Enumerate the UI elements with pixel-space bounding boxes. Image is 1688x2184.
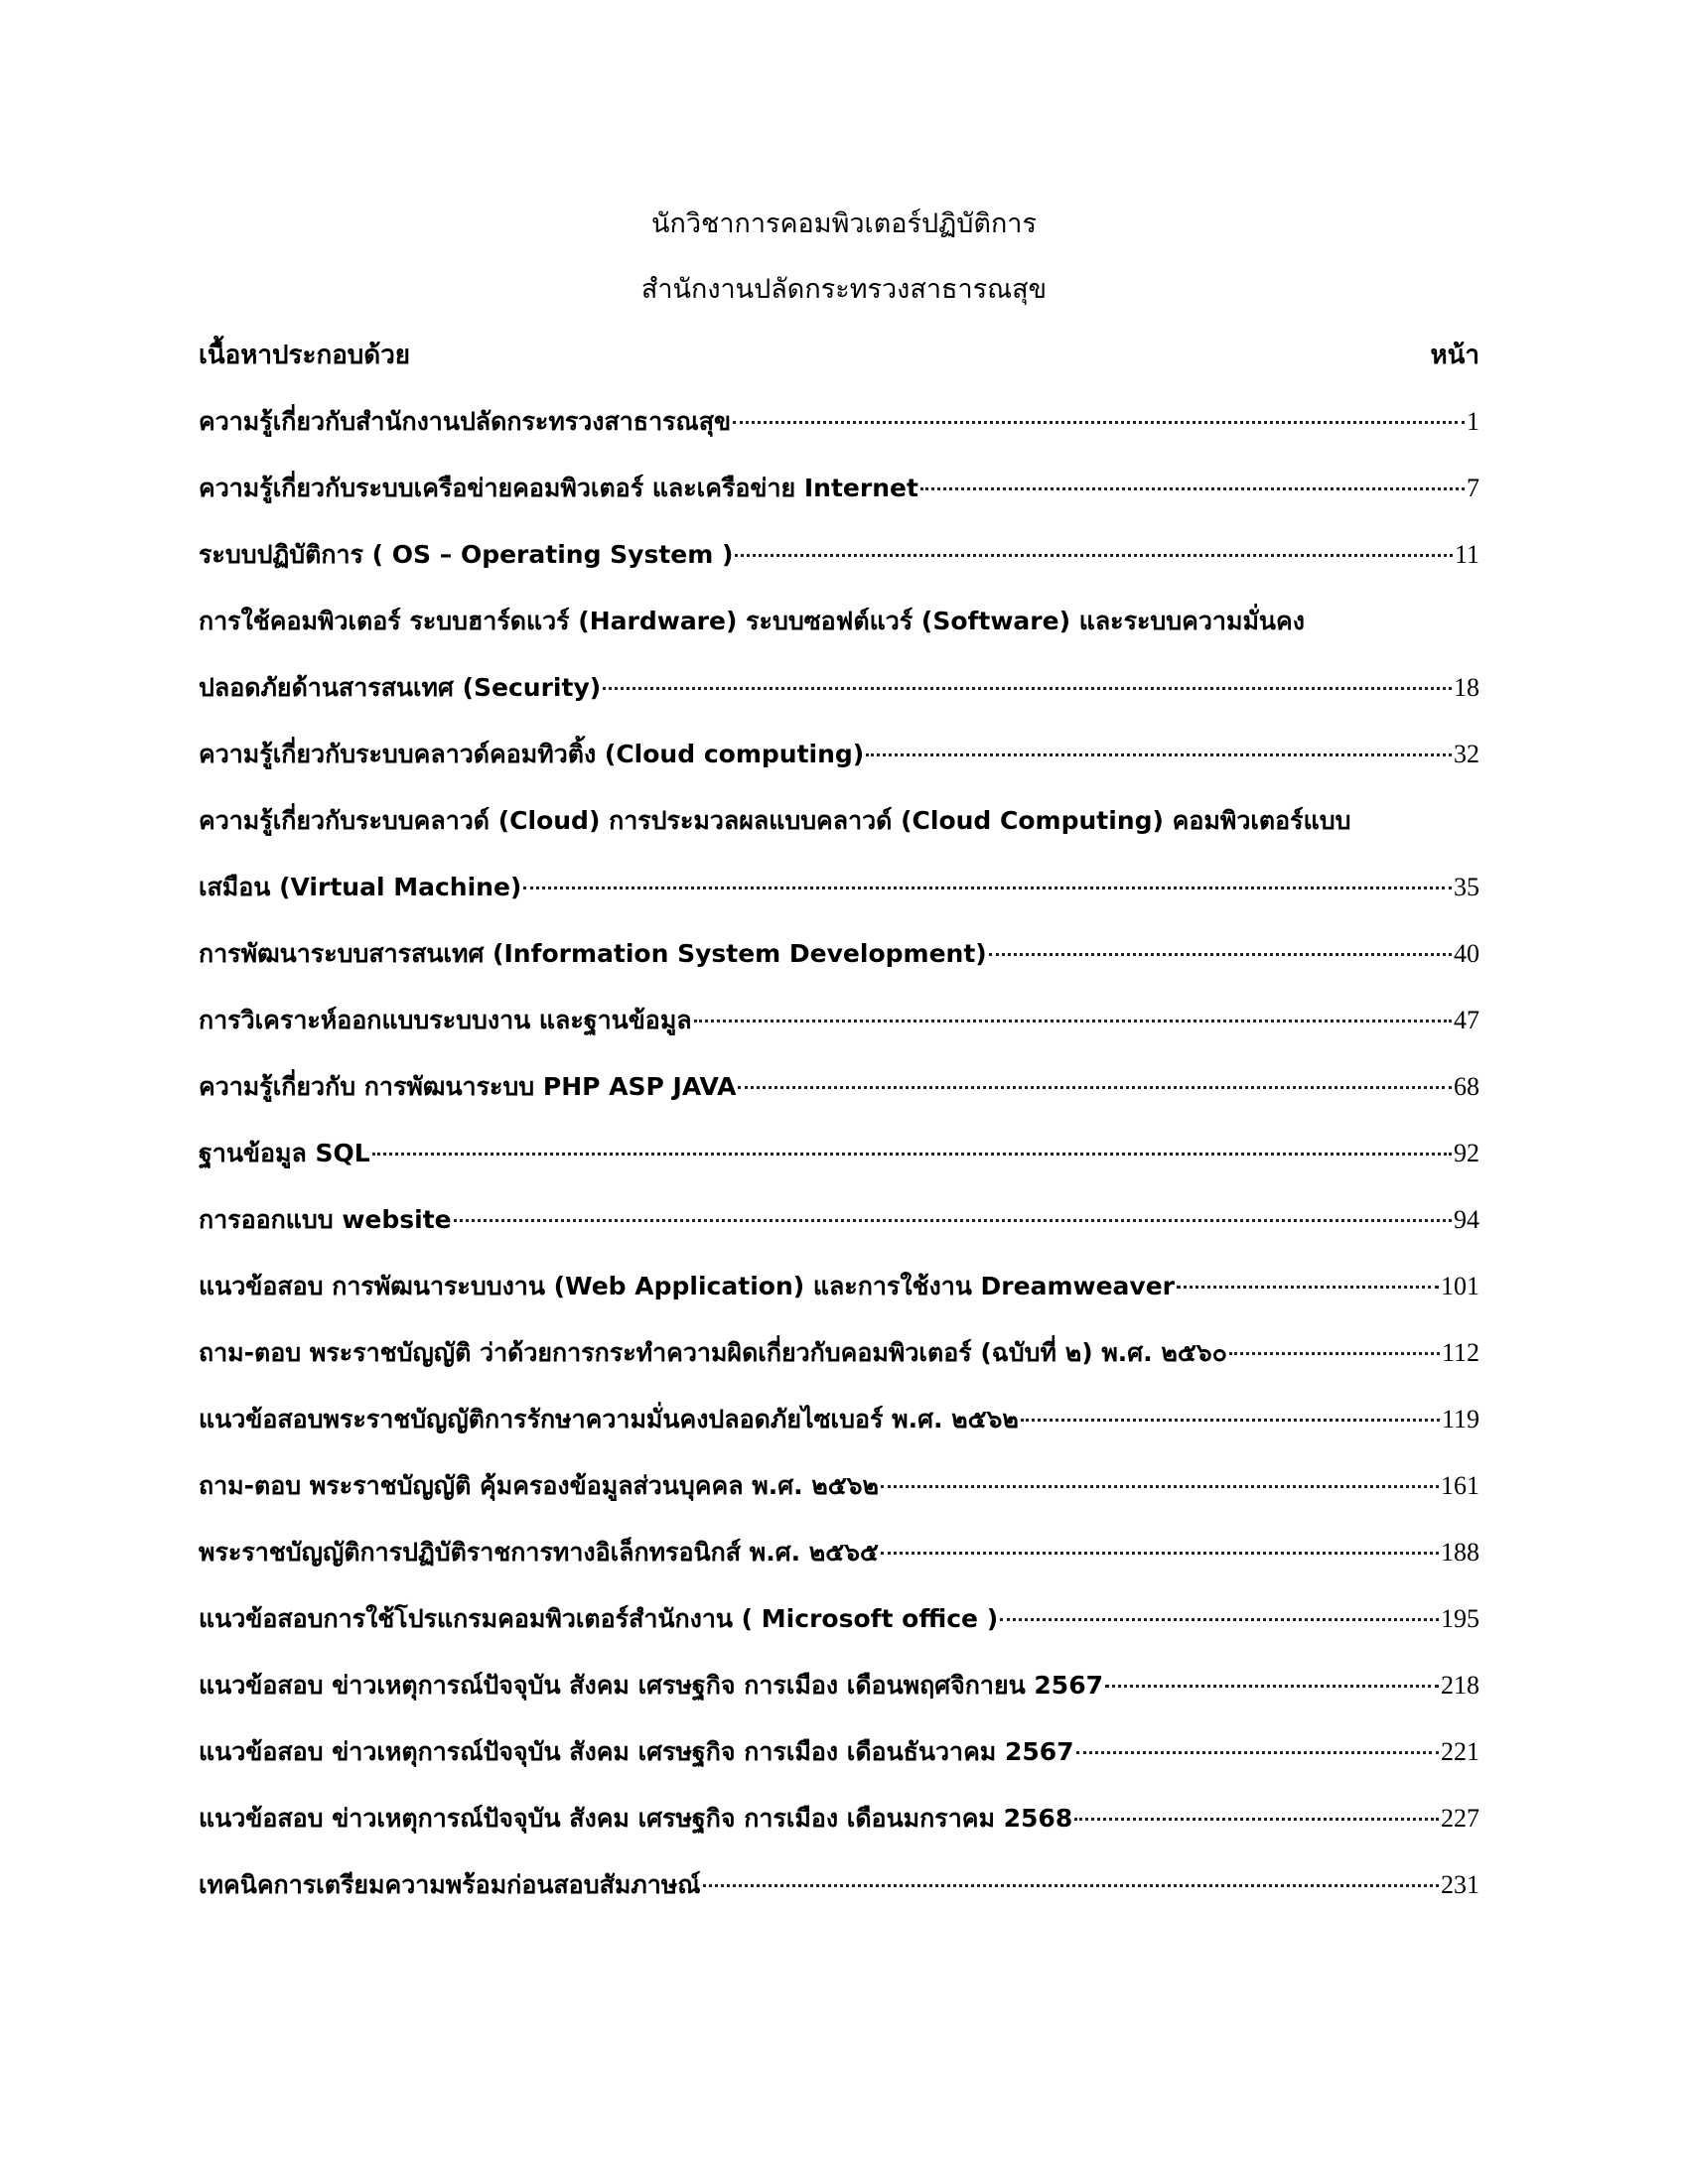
toc-entry-label-line-1: การใช้คอมพิวเตอร์ ระบบฮาร์ดแวร์ (Hardware) ระบบซอฟต์แวร์ (Software) และระบบความมั่นคง [199,607,1305,635]
toc-entry-first-line[interactable] [199,602,1479,668]
toc-entry[interactable] [199,1799,1479,1865]
dot-leader [372,1153,1452,1156]
toc-entry-label: ความรู้เกี่ยวกับ การพัฒนาระบบ PHP ASP JAVA [199,1072,737,1101]
toc-entry[interactable] [199,535,1479,602]
toc-entry[interactable] [199,402,1479,469]
toc-entry[interactable] [199,1067,1479,1134]
toc-entry[interactable] [199,1666,1479,1732]
toc-entry-page: 35 [1454,873,1479,901]
toc-entry[interactable] [199,868,1479,934]
toc-entry[interactable] [199,1267,1479,1333]
toc-entry-page: 195 [1441,1604,1479,1633]
toc-entry-label: การวิเคราะห์ออกแบบระบบงาน และฐานข้อมูล [199,1006,692,1034]
toc-entry-label: ความรู้เกี่ยวกับสำนักงานปลัดกระทรวงสาธารณสุข [199,407,732,436]
dot-leader [1105,1685,1439,1688]
toc-entry[interactable] [199,1134,1479,1200]
toc-entry-page: 47 [1454,1006,1479,1034]
toc-entry[interactable] [199,735,1479,801]
dot-leader [1177,1286,1439,1289]
toc-entry-page: 119 [1441,1405,1479,1433]
toc-entry-page: 221 [1441,1737,1479,1766]
toc-entry-page: 188 [1441,1538,1479,1567]
toc-entry-label: ปลอดภัยด้านสารสนเทศ (Security) [199,673,602,702]
dot-leader [735,554,1453,557]
toc-entry[interactable] [199,1001,1479,1067]
dot-leader [703,1884,1440,1887]
toc-entry-page: 1 [1467,407,1479,436]
toc-entry-label: แนวข้อสอบพระราชบัญญัติการรักษาความมั่นคงปลอดภัยไซเบอร์ พ.ศ. ๒๕๖๒ [199,1405,1019,1433]
dot-leader [881,1485,1439,1488]
toc-entry-label: แนวข้อสอบ การพัฒนาระบบงาน (Web Application) และการใช้งาน Dreamweaver [199,1272,1176,1300]
toc-entry[interactable] [199,934,1479,1001]
toc-entry[interactable] [199,1200,1479,1267]
dot-leader [881,1552,1439,1555]
toc-entry-page: 101 [1441,1272,1479,1300]
toc-entry-page: 227 [1441,1804,1479,1833]
toc-entry-label: เทคนิคการเตรียมความพร้อมก่อนสอบสัมภาษณ์ [199,1870,701,1899]
dot-leader [920,487,1465,490]
toc-header [199,336,1479,402]
dot-leader [454,1219,1452,1222]
toc-entry-page: 68 [1454,1072,1479,1101]
toc-entry[interactable] [199,1732,1479,1799]
toc-entry[interactable] [199,1400,1479,1466]
dot-leader [523,887,1452,889]
dot-leader [1229,1352,1440,1355]
toc-entry-label: ถาม-ตอบ พระราชบัญญัติ ว่าด้วยการกระทำความผิดเกี่ยวกับคอมพิวเตอร์ (ฉบับที่ ๒) พ.ศ. ๒๕๖๐ [199,1338,1227,1367]
toc-entry-page: 112 [1441,1338,1479,1367]
toc-entry-label: แนวข้อสอบการใช้โปรแกรมคอมพิวเตอร์สำนักงาน ( Microsoft office ) [199,1604,999,1633]
dot-leader [1021,1419,1440,1422]
toc-entry-label-line-1: ความรู้เกี่ยวกับระบบคลาวด์ (Cloud) การประมวลผลแบบคลาวด์ (Cloud Computing) คอมพิวเตอร์แบบ [199,806,1351,835]
toc-entry-page: 11 [1454,540,1479,569]
toc-header-page-label: หน้า [1430,341,1479,370]
toc-entry[interactable] [199,1865,1479,1932]
toc-header-label: เนื้อหาประกอบด้วย [199,341,411,370]
toc-entry-page: 7 [1467,474,1479,502]
toc-entry-label: การออกแบบ website [199,1205,452,1234]
toc-entry-label: แนวข้อสอบ ข่าวเหตุการณ์ปัจจุบัน สังคม เศรษฐกิจ การเมือง เดือนพฤศจิกายน 2567 [199,1671,1103,1700]
dot-leader [866,753,1452,756]
toc-entry-page: 32 [1454,740,1479,768]
toc-entry-label: ความรู้เกี่ยวกับระบบคลาวด์คอมทิวติ้ง (Cloud computing) [199,740,865,768]
toc-entry-label: ฐานข้อมูล SQL [199,1139,370,1167]
toc-entry-page: 40 [1454,939,1479,968]
toc-entry-label: แนวข้อสอบ ข่าวเหตุการณ์ปัจจุบัน สังคม เศรษฐกิจ การเมือง เดือนมกราคม 2568 [199,1804,1073,1833]
toc-entry[interactable] [199,469,1479,535]
dot-leader [1074,1818,1439,1821]
dot-leader [694,1020,1452,1023]
toc-entry[interactable] [199,1599,1479,1666]
toc-entry-page: 231 [1441,1870,1479,1899]
toc-entry-label: การพัฒนาระบบสารสนเทศ (Information System Development) [199,939,987,968]
dot-leader [738,1086,1452,1089]
toc-entry-first-line[interactable] [199,801,1479,868]
toc-entry-label: ระบบปฏิบัติการ ( OS – Operating System ) [199,540,734,569]
toc-entry-label: พระราชบัญญัติการปฏิบัติราชการทางอิเล็กทรอนิกส์ พ.ศ. ๒๕๖๕ [199,1538,879,1567]
toc-entry-label: ความรู้เกี่ยวกับระบบเครือข่ายคอมพิวเตอร์ และเครือข่าย Internet [199,474,918,502]
toc-entry-page: 18 [1454,673,1479,702]
toc-entry-page: 92 [1454,1139,1479,1167]
dot-leader [1076,1751,1439,1754]
toc-entry-label: ถาม-ตอบ พระราชบัญญัติ คุ้มครองข้อมูลส่วนบุคคล พ.ศ. ๒๕๖๒ [199,1471,880,1500]
table-of-contents [199,336,1479,1932]
document-subtitle: สำนักงานปลัดกระทรวงสาธารณสุข [640,274,1048,305]
toc-entry[interactable] [199,668,1479,735]
dot-leader [1000,1618,1439,1621]
toc-entry-label: แนวข้อสอบ ข่าวเหตุการณ์ปัจจุบัน สังคม เศรษฐกิจ การเมือง เดือนธันวาคม 2567 [199,1737,1074,1766]
toc-entry-label: เสมือน (Virtual Machine) [199,873,522,901]
document-title: นักวิชาการคอมพิวเตอร์ปฏิบัติการ [651,208,1037,239]
toc-entry-page: 94 [1454,1205,1479,1234]
toc-entry[interactable] [199,1466,1479,1533]
dot-leader [603,687,1452,690]
dot-leader [733,421,1465,424]
toc-entry-page: 218 [1441,1671,1479,1700]
toc-entry[interactable] [199,1533,1479,1599]
dot-leader [989,953,1452,956]
toc-entry-page: 161 [1441,1471,1479,1500]
toc-entry[interactable] [199,1333,1479,1400]
